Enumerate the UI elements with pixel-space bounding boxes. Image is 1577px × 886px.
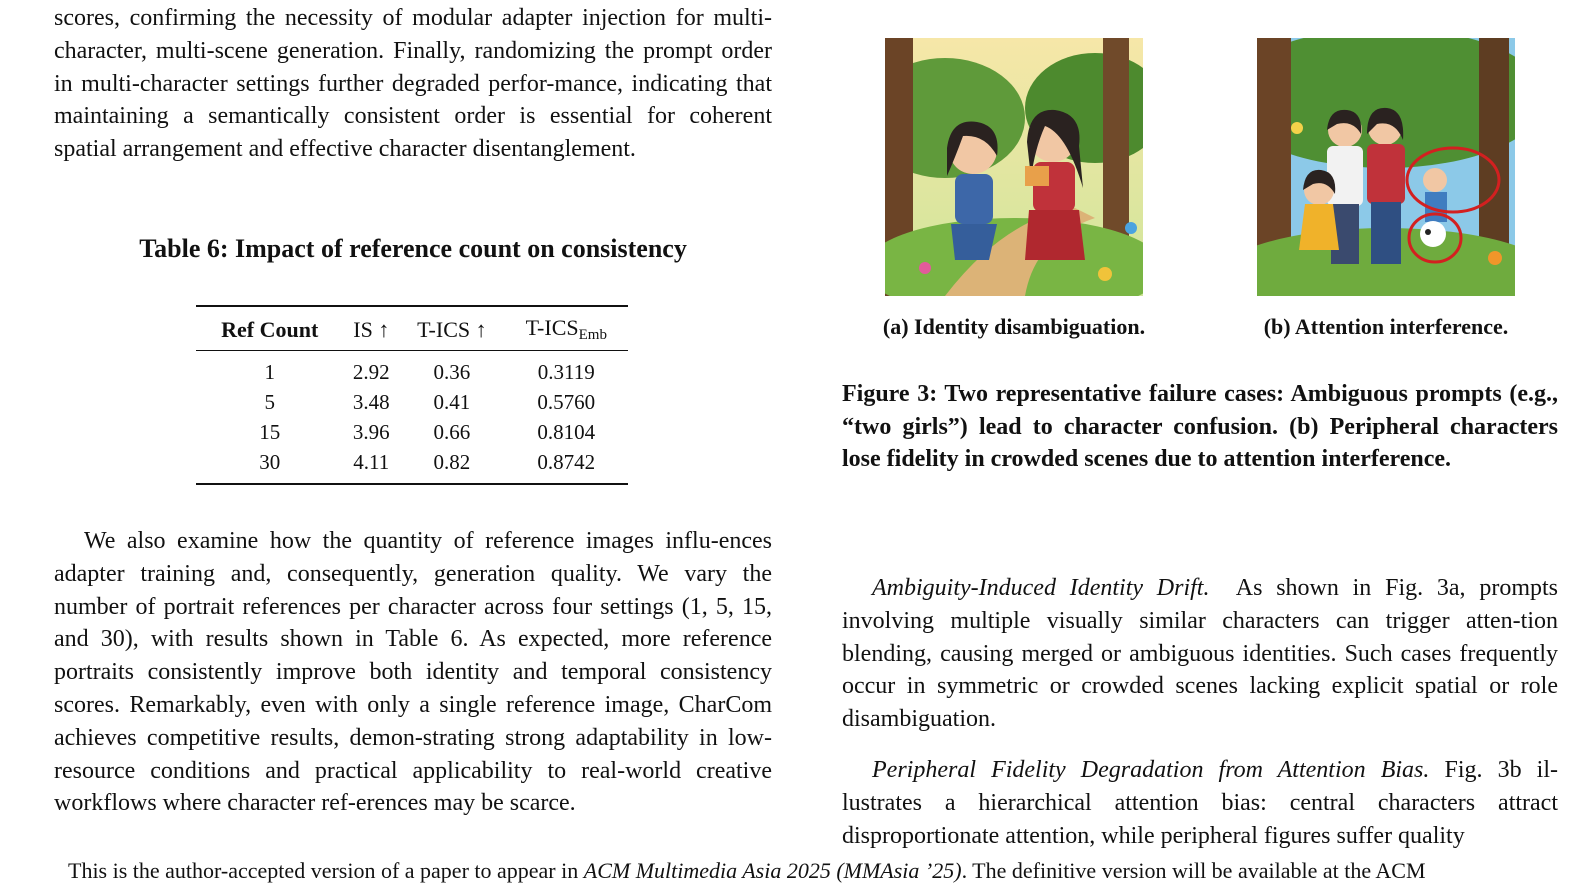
table-row [196,417,628,447]
footer-venue: ACM Multimedia Asia 2025 (MMAsia ’25) [583,858,962,883]
subcaption-b: (b) Attention interference. [1263,314,1509,339]
table-header-row [196,306,628,351]
table-cell: 5 [264,389,275,414]
table-cell: 0.41 [433,389,471,414]
table-cell: 3.48 [352,389,390,414]
header-tics-emb [505,306,628,351]
header-ref-count: Ref Count [196,306,343,351]
right-paragraph-1 [842,572,1558,736]
figure-3b-image [1257,38,1515,296]
table-cell: 30 [196,447,343,484]
table-cell: 2.92 [352,359,390,384]
para2-title: Peripheral Fidelity Degradation from Attention Bias. [872,757,1430,783]
para2-body: Fig. 3b il-lustrates a hierarchical attention bias: central characters attract disproportionate attention, while peripheral figures suffer quality [842,757,1559,849]
table-caption: Table 6: Impact of reference count on consistency [139,234,687,263]
top-paragraph: scores, confirming the necessity of modular adapter injection for multi-character, multi-scene generation. Finally, randomizing the prompt order in multi-character settings further degraded perfor-mance, indicating that maintaining a semantically consistent order is essential for coherent spatial arrangement and effective character disentanglement. [54,5,772,163]
left-bottom-block [54,525,772,820]
table-cell: 4.11 [343,447,399,484]
right-paragraph-2 [842,754,1558,852]
results-table [196,305,628,485]
table-cell: 3.96 [352,419,390,444]
footer-suffix: . The definitive version will be available at the ACM [961,858,1426,883]
table-cell: 15 [259,419,281,444]
header-tics-emb-main: T-ICS [525,315,579,340]
table-cell: 0.8104 [537,419,596,444]
figure-3b-illustration [1257,38,1515,296]
table-row [196,447,628,484]
figure-3a-image [885,38,1143,296]
table-cell: 0.36 [433,359,471,384]
table-cell: 0.5760 [537,389,596,414]
table-cell: 0.82 [399,447,504,484]
table-cell: 0.66 [433,419,471,444]
table-cell: 1 [264,359,275,384]
table-row [196,351,628,388]
figure-caption: Figure 3: Two representative failure cases: Ambiguous prompts (e.g., “two girls”) lead to character confusion. (b) Peripheral characters lose fidelity in crowded scenes due to attention interference. [842,381,1558,472]
footer-prefix: This is the author-accepted version of a paper to appear in [68,858,584,883]
subcaption-a: (a) Identity disambiguation. [882,314,1146,339]
left-column [54,2,772,166]
header-is: IS ↑ [343,306,399,351]
table-cell: 0.3119 [537,359,595,384]
bottom-paragraph: We also examine how the quantity of reference images influ-ences adapter training and, consequently, generation quality. We vary the number of portrait references per character across four settings (1, 5, 15, and 30), with results shown in Table 6. As expected, more reference portraits consistently improve both identity and temporal consistency scores. Remarkably, even with only a single reference image, CharCom achieves competitive results, demon-strating strong adaptability in low-resource conditions and practical applicability to real-world creative workflows where character ref-erences may be scarce. [54,528,772,817]
table-row [196,387,628,417]
table-cell: 0.8742 [505,447,628,484]
para1-body: As shown in Fig. 3a, prompts involving multiple visually similar characters can trigger atten-tion blending, causing merged or ambiguous identities. Such cases frequently occur in symmetric or crowded scenes lacking explicit spatial or role disambiguation. [842,575,1558,733]
header-tics-emb-sub: Emb [578,327,607,343]
para1-title: Ambiguity-Induced Identity Drift. [872,575,1210,601]
figure-3a-illustration [885,38,1143,296]
header-tics: T-ICS ↑ [399,306,504,351]
footer-note [68,858,1568,884]
table-body [196,351,628,485]
